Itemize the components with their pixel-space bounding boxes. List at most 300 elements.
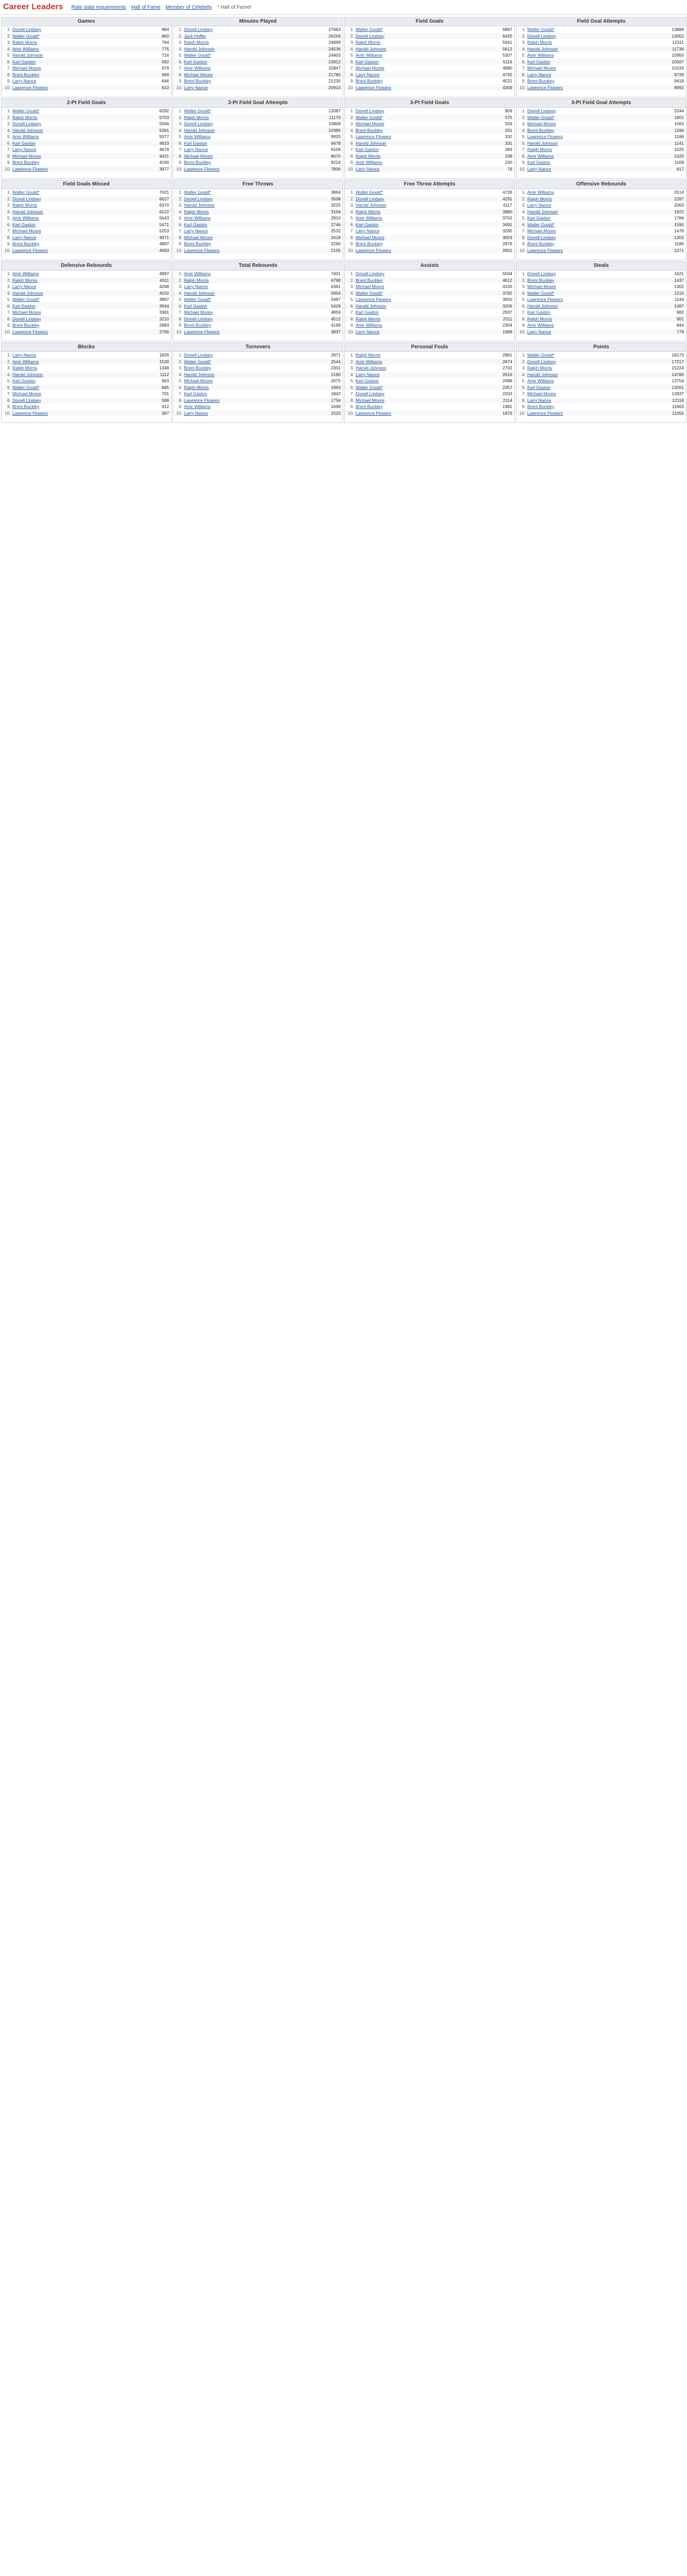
rank-number: 9.	[178, 323, 182, 328]
player-link[interactable]: Donell Lindsey	[356, 108, 384, 113]
player-link[interactable]: Brent Buckley	[184, 241, 211, 246]
player-link[interactable]: Michael Moore	[527, 391, 556, 396]
player-link[interactable]: Donell Lindsey	[12, 397, 41, 403]
player-link[interactable]: Ralph Morris	[12, 277, 38, 283]
player-link[interactable]: Harold Johnson	[527, 303, 558, 309]
player-link[interactable]: Karl Gaston	[527, 160, 550, 165]
player-link[interactable]: Larry Nance	[527, 397, 551, 403]
player-link[interactable]: Donell Lindsey	[527, 234, 556, 240]
stat-value: 679	[161, 65, 169, 71]
player-link[interactable]: Larry Nance	[12, 147, 37, 152]
player-link[interactable]: Michael Moore	[12, 153, 41, 159]
stat-value: 2910	[331, 215, 341, 221]
stat-value: 21235	[328, 78, 341, 83]
player-link[interactable]: Ralph Morris	[356, 352, 381, 358]
table-row	[516, 159, 686, 166]
player-link[interactable]: Amir Williams	[527, 153, 554, 159]
table-title: Steals	[516, 262, 686, 270]
player-link[interactable]: Karl Gaston	[184, 303, 207, 309]
player-link[interactable]: Donell Lindsey	[356, 391, 384, 396]
player-link[interactable]: Ralph Morris	[184, 114, 209, 120]
stat-value: 4971	[159, 234, 169, 240]
player-link[interactable]: Walter Gould*	[527, 222, 555, 227]
player-link[interactable]: Ralph Morris	[527, 196, 552, 201]
stat-value: 7401	[331, 271, 341, 276]
stat-value: 8670	[331, 153, 341, 159]
stat-value: 13261	[672, 384, 684, 390]
player-link[interactable]: Donell Lindsey	[356, 33, 384, 39]
stat-value: 4726	[502, 190, 512, 195]
player-link[interactable]: Lawrence Flowers	[184, 329, 220, 334]
player-link[interactable]: Lawrence Flowers	[356, 247, 391, 253]
player-link[interactable]: Donell Lindsey	[12, 27, 41, 32]
player-link[interactable]: Michael Moore	[527, 284, 556, 289]
stat-value: 5487	[331, 297, 341, 302]
player-link[interactable]: Walter Gould*	[12, 297, 40, 302]
player-link[interactable]: Larry Nance	[527, 202, 551, 208]
rank-number: 6.	[522, 384, 526, 390]
rank-number: 2.	[178, 114, 182, 120]
player-link[interactable]: Michael Moore	[356, 284, 384, 289]
player-link[interactable]: Michael Moore	[12, 391, 41, 396]
player-link[interactable]: Brent Buckley	[356, 404, 383, 409]
player-link[interactable]: Michael Moore	[184, 310, 213, 315]
table-row	[345, 46, 514, 53]
player-link[interactable]: Walter Gould*	[12, 384, 40, 390]
player-link[interactable]: Larry Nance	[527, 72, 551, 77]
stat-value: 12118	[672, 397, 684, 403]
player-link[interactable]: Ralph Morris	[527, 40, 552, 45]
player-link[interactable]: Ralph Morris	[356, 153, 381, 159]
player-link[interactable]: Larry Nance	[12, 78, 37, 83]
player-link[interactable]: Karl Gaston	[356, 310, 379, 315]
rank-number: 10.	[520, 84, 526, 90]
player-link[interactable]: Karl Gaston	[184, 59, 207, 64]
player-link[interactable]: Donell Lindsey	[12, 121, 41, 126]
player-link[interactable]: Amir Williams	[356, 359, 382, 364]
player-link[interactable]: Harold Johnson	[12, 290, 43, 296]
player-link[interactable]: Harold Johnson	[527, 46, 558, 52]
player-link[interactable]: Lawrence Flowers	[184, 247, 220, 253]
player-link[interactable]: Ralph Morris	[12, 40, 38, 45]
player-link[interactable]: Karl Gaston	[527, 384, 550, 390]
rank-number: 3.	[522, 365, 526, 370]
table-row	[2, 247, 171, 254]
player-link[interactable]: Walter Gould*	[184, 108, 211, 113]
rank-number: 10.	[520, 166, 526, 172]
rank-number: 7.	[178, 310, 182, 315]
stat-value: 8224	[331, 160, 341, 165]
player-link[interactable]: Lawrence Flowers	[356, 84, 391, 90]
table-row	[516, 26, 686, 33]
player-link[interactable]: Lawrence Flowers	[12, 84, 48, 90]
player-link[interactable]: Ralph Morris	[184, 40, 209, 45]
player-link[interactable]: Michael Moore	[527, 121, 556, 126]
table-row	[516, 140, 686, 147]
rank-number: 9.	[522, 78, 526, 83]
rank-number: 5.	[522, 53, 526, 58]
player-link[interactable]: Walter Gould*	[356, 114, 383, 120]
player-link[interactable]: Michael Moore	[12, 65, 41, 71]
player-link[interactable]: Harold Johnson	[356, 303, 387, 309]
player-link[interactable]: Lawrence Flowers	[184, 166, 220, 172]
player-link[interactable]: Amir Williams	[184, 404, 211, 409]
player-link[interactable]: Ralph Morris	[527, 316, 552, 321]
player-link[interactable]: Brent Buckley	[356, 78, 383, 83]
rank-number: 6.	[178, 384, 182, 390]
player-link[interactable]: Lawrence Flowers	[356, 134, 391, 139]
table-row	[2, 378, 171, 384]
player-link[interactable]: Lawrence Flowers	[12, 410, 48, 416]
table-row	[516, 290, 686, 297]
player-link[interactable]: Lawrence Flowers	[356, 297, 391, 302]
player-link[interactable]: Michael Moore	[184, 234, 213, 240]
player-link[interactable]: Michael Moore	[356, 397, 384, 403]
player-link[interactable]: Brent Buckley	[527, 78, 555, 83]
player-link[interactable]: Karl Gaston	[12, 222, 36, 227]
rank-number: 3.	[178, 121, 182, 126]
stat-value: 2511	[502, 316, 512, 321]
player-link[interactable]: Karl Gaston	[12, 303, 36, 309]
player-link[interactable]: Harold Johnson	[12, 371, 43, 377]
player-link[interactable]: Donell Lindsey	[527, 33, 556, 39]
table-row	[516, 52, 686, 59]
player-link[interactable]: Ralph Morris	[356, 209, 381, 214]
stat-value: 332	[505, 134, 512, 139]
stat-value: 4887	[159, 271, 169, 276]
player-link[interactable]: Amir Williams	[184, 134, 211, 139]
player-link[interactable]: Michael Moore	[356, 234, 384, 240]
player-link[interactable]: Karl Gaston	[12, 378, 36, 383]
player-link[interactable]: Lawrence Flowers	[527, 297, 563, 302]
rank-number: 1.	[7, 27, 11, 32]
player-link[interactable]: Harold Johnson	[184, 290, 215, 296]
rank-number: 10.	[176, 84, 182, 90]
rank-number: 6.	[7, 222, 11, 227]
player-link[interactable]: Harold Johnson	[356, 202, 387, 208]
player-link[interactable]: Lawrence Flowers	[356, 410, 391, 416]
player-link[interactable]: Harold Johnson	[184, 371, 215, 377]
player-link[interactable]: Harold Johnson	[527, 140, 558, 146]
player-link[interactable]: Amir Williams	[356, 160, 382, 165]
player-link[interactable]: Karl Gaston	[527, 59, 550, 64]
leaders-table	[173, 261, 343, 342]
player-link[interactable]: Michael Moore	[527, 65, 556, 71]
player-link[interactable]: Karl Gaston	[184, 391, 207, 396]
player-link[interactable]: Brent Buckley	[12, 323, 40, 328]
table-row	[2, 127, 171, 134]
player-link[interactable]: Michael Moore	[356, 121, 384, 126]
player-link[interactable]: Walter Gould*	[356, 290, 383, 296]
player-link[interactable]: Michael Moore	[184, 378, 213, 383]
table-row	[173, 270, 343, 277]
player-link[interactable]: Amir Williams	[184, 271, 211, 276]
player-link[interactable]: Lawrence Flowers	[12, 329, 48, 334]
player-link[interactable]: Karl Gaston	[527, 215, 550, 221]
player-link[interactable]: Ralph Morris	[527, 147, 552, 152]
player-link[interactable]: Walter Gould*	[527, 114, 555, 120]
player-link[interactable]: Walter Gould*	[12, 33, 40, 39]
player-link[interactable]: Karl Gaston	[12, 140, 36, 146]
rank-number: 4.	[522, 127, 526, 133]
player-link[interactable]: Walter Gould*	[356, 27, 383, 32]
player-link[interactable]: Larry Nance	[12, 234, 37, 240]
player-link[interactable]: Karl Gaston	[184, 140, 207, 146]
player-link[interactable]: Larry Nance	[527, 329, 551, 334]
stat-value: 6867	[502, 27, 512, 32]
rank-number: 1.	[178, 27, 182, 32]
player-link[interactable]: Ralph Morris	[184, 384, 209, 390]
rank-number: 8.	[522, 153, 526, 159]
player-link[interactable]: Michael Moore	[184, 72, 213, 77]
player-link[interactable]: Amir Williams	[12, 46, 39, 52]
player-link[interactable]: Amir Williams	[12, 359, 39, 364]
rank-number: 3.	[7, 121, 11, 126]
player-link[interactable]: Amir Williams	[356, 215, 382, 221]
player-link[interactable]: Michael Moore	[356, 65, 384, 71]
table-row	[345, 108, 514, 114]
player-link[interactable]: Larry Nance	[184, 228, 208, 233]
player-link[interactable]: Ralph Morris	[184, 277, 209, 283]
player-link[interactable]: Amir Williams	[184, 65, 211, 71]
player-link[interactable]: Karl Gaston	[527, 310, 550, 315]
player-link[interactable]: Harold Johnson	[12, 209, 43, 214]
player-link[interactable]: Donell Lindsey	[184, 352, 213, 358]
table-row	[345, 26, 514, 33]
stat-value: 1842	[331, 391, 341, 396]
player-link[interactable]: Brent Buckley	[356, 241, 383, 246]
player-link[interactable]: Larry Nance	[184, 284, 208, 289]
player-link[interactable]: Karl Gaston	[356, 378, 379, 383]
player-link[interactable]: Brent Buckley	[527, 277, 555, 283]
player-link[interactable]: Brent Buckley	[12, 241, 40, 246]
table-row	[2, 329, 171, 335]
player-link[interactable]: Amir Williams	[527, 190, 554, 195]
table-title: Blocks	[2, 343, 171, 352]
leaders-table	[1, 261, 172, 342]
player-link[interactable]: Lawrence Flowers	[184, 397, 220, 403]
stat-value: 1071	[674, 247, 684, 253]
stat-value: 13052	[672, 33, 684, 39]
player-link[interactable]: Lawrence Flowers	[527, 134, 563, 139]
player-link[interactable]: Walter Gould*	[356, 190, 383, 195]
player-link[interactable]: Donell Lindsey	[356, 271, 384, 276]
player-link[interactable]: Lawrence Flowers	[12, 247, 48, 253]
player-link[interactable]: Brent Buckley	[527, 404, 555, 409]
leaders-table	[516, 17, 686, 97]
stat-value: 3381	[159, 310, 169, 315]
table-title: Free Throw Attempts	[345, 180, 514, 189]
player-link[interactable]: Walter Gould*	[527, 27, 555, 32]
player-link[interactable]: Larry Nance	[184, 147, 208, 152]
player-link[interactable]: Lawrence Flowers	[12, 166, 48, 172]
table-row	[2, 196, 171, 202]
player-link[interactable]: Donell Lindsey	[184, 196, 213, 201]
player-link[interactable]: Brent Buckley	[12, 72, 40, 77]
player-link[interactable]: Lawrence Flowers	[527, 84, 563, 90]
player-link[interactable]: Ralph Morris	[12, 114, 38, 120]
player-link[interactable]: Harold Johnson	[184, 202, 215, 208]
player-link[interactable]: Karl Gaston	[356, 222, 379, 227]
player-link[interactable]: Larry Nance	[12, 352, 37, 358]
player-link[interactable]: Amir Williams	[527, 323, 554, 328]
player-link[interactable]: Amir Williams	[12, 134, 39, 139]
player-link[interactable]: Larry Nance	[356, 329, 380, 334]
hall-of-fame-link[interactable]: Hall of Fame	[131, 4, 161, 10]
player-link[interactable]: Donell Lindsey	[527, 108, 556, 113]
player-link[interactable]: Brent Buckley	[527, 127, 555, 133]
rank-number: 6.	[178, 140, 182, 146]
table-row	[2, 322, 171, 329]
player-link[interactable]: Brent Buckley	[356, 277, 383, 283]
player-link[interactable]: Walter Gould*	[184, 297, 211, 302]
player-link[interactable]: Larry Nance	[356, 371, 380, 377]
player-link[interactable]: Amir Williams	[356, 323, 382, 328]
rank-number: 7.	[7, 65, 11, 71]
player-link[interactable]: Amir Williams	[527, 378, 554, 383]
rank-number: 2.	[7, 33, 11, 39]
player-link[interactable]: Donell Lindsey	[527, 271, 556, 276]
stat-value: 1698	[331, 404, 341, 409]
rank-number: 7.	[522, 228, 526, 233]
player-link[interactable]: Michael Moore	[527, 228, 556, 233]
player-link[interactable]: Harold Johnson	[527, 209, 558, 214]
player-link[interactable]: Larry Nance	[184, 410, 208, 416]
table-row	[516, 270, 686, 277]
player-link[interactable]: Larry Nance	[356, 72, 380, 77]
player-link[interactable]: Karl Gaston	[184, 222, 207, 227]
player-link[interactable]: Brent Buckley	[12, 160, 40, 165]
stat-value: 76	[507, 166, 512, 172]
player-link[interactable]: Harold Johnson	[184, 46, 215, 52]
player-link[interactable]: Walter Gould*	[12, 190, 40, 195]
celebrity-link[interactable]: Member of Celebrity	[165, 4, 212, 10]
player-link[interactable]: Karl Gaston	[356, 147, 379, 152]
rank-number: 8.	[350, 72, 354, 77]
player-link[interactable]: Jack Hoffer	[184, 33, 206, 39]
player-link[interactable]: Amir Williams	[527, 53, 554, 58]
player-link[interactable]: Larry Nance	[356, 228, 380, 233]
player-link[interactable]: Larry Nance	[527, 166, 551, 172]
player-link[interactable]: Brent Buckley	[527, 241, 555, 246]
player-link[interactable]: Harold Johnson	[527, 371, 558, 377]
player-link[interactable]: Brent Buckley	[12, 404, 40, 409]
player-link[interactable]: Ralph Morris	[527, 365, 552, 370]
table-row	[173, 410, 343, 417]
player-link[interactable]: Donell Lindsey	[184, 121, 213, 126]
rank-number: 5.	[350, 134, 354, 139]
player-link[interactable]: Ralph Morris	[356, 40, 381, 45]
player-link[interactable]: Amir Williams	[356, 53, 382, 58]
player-link[interactable]: Walter Gould*	[184, 190, 211, 195]
stat-value: 2746	[331, 222, 341, 227]
table-row	[345, 65, 514, 72]
table-row	[2, 65, 171, 72]
stat-value: 2075	[331, 378, 341, 383]
player-link[interactable]: Amir Williams	[12, 271, 39, 276]
player-link[interactable]: Brent Buckley	[184, 78, 211, 83]
player-link[interactable]: Larry Nance	[12, 284, 37, 289]
stat-value: 5471	[159, 222, 169, 227]
player-link[interactable]: Walter Gould*	[12, 108, 40, 113]
player-link[interactable]: Amir Williams	[184, 215, 211, 221]
player-link[interactable]: Donell Lindsey	[184, 316, 213, 321]
table-row	[2, 309, 171, 316]
player-link[interactable]: Ralph Morris	[12, 365, 38, 370]
rank-number: 2.	[7, 196, 11, 201]
stat-value: 2981	[502, 352, 512, 358]
stat-value: 1087	[674, 303, 684, 309]
player-link[interactable]: Brent Buckley	[184, 160, 211, 165]
player-link[interactable]: Ralph Morris	[356, 316, 381, 321]
player-link[interactable]: Walter Gould*	[184, 53, 211, 58]
player-link[interactable]: Donell Lindsey	[12, 196, 41, 201]
player-link[interactable]: Karl Gaston	[356, 59, 379, 64]
stat-value: 4755	[502, 72, 512, 77]
rate-stats-link[interactable]: Rate stats requirements	[71, 4, 126, 10]
player-link[interactable]: Larry Nance	[184, 84, 208, 90]
player-link[interactable]: Brent Buckley	[184, 365, 211, 370]
player-link[interactable]: Harold Johnson	[12, 53, 43, 58]
table-row	[516, 209, 686, 215]
stat-value: 963	[161, 378, 169, 383]
table-row	[173, 133, 343, 140]
rank-number: 6.	[7, 59, 11, 64]
player-link[interactable]: Walter Gould*	[184, 359, 211, 364]
player-link[interactable]: Harold Johnson	[356, 365, 387, 370]
player-link[interactable]: Larry Nance	[356, 166, 380, 172]
player-link[interactable]: Walter Gould*	[527, 290, 555, 296]
rank-number: 4.	[522, 290, 526, 296]
table-row	[173, 397, 343, 404]
table-row	[516, 202, 686, 209]
rank-number: 6.	[7, 140, 11, 146]
player-link[interactable]: Lawrence Flowers	[527, 247, 563, 253]
table-row	[345, 189, 514, 196]
player-link[interactable]: Harold Johnson	[356, 140, 387, 146]
stat-value: 27663	[328, 27, 341, 32]
player-link[interactable]: Karl Gaston	[12, 59, 36, 64]
player-link[interactable]: Ralph Morris	[184, 209, 209, 214]
player-link[interactable]: Donell Lindsey	[184, 27, 213, 32]
player-link[interactable]: Donell Lindsey	[527, 359, 556, 364]
player-link[interactable]: Michael Moore	[184, 153, 213, 159]
player-link[interactable]: Brent Buckley	[184, 323, 211, 328]
rank-number: 1.	[178, 108, 182, 113]
player-link[interactable]: Walter Gould*	[527, 352, 555, 358]
player-link[interactable]: Walter Gould*	[356, 384, 383, 390]
player-link[interactable]: Donell Lindsey	[12, 316, 41, 321]
player-link[interactable]: Amir Williams	[12, 215, 39, 221]
player-link[interactable]: Harold Johnson	[184, 127, 215, 133]
player-link[interactable]: Harold Johnson	[356, 46, 387, 52]
player-link[interactable]: Michael Moore	[12, 310, 41, 315]
table-row	[516, 365, 686, 371]
leaders-table	[173, 343, 343, 423]
stat-value: 4511	[159, 277, 169, 283]
stat-value: 2874	[502, 359, 512, 364]
stat-value: 5281	[159, 127, 169, 133]
player-link[interactable]: Brent Buckley	[356, 127, 383, 133]
stat-value: 1876	[502, 410, 512, 416]
player-link[interactable]: Michael Moore	[12, 228, 41, 233]
player-link[interactable]: Ralph Morris	[12, 202, 38, 208]
stat-value: 5612	[502, 46, 512, 52]
player-link[interactable]: Donell Lindsey	[356, 196, 384, 201]
player-link[interactable]: Lawrence Flowers	[527, 410, 563, 416]
stat-value: 716	[161, 53, 169, 58]
player-link[interactable]: Harold Johnson	[12, 127, 43, 133]
